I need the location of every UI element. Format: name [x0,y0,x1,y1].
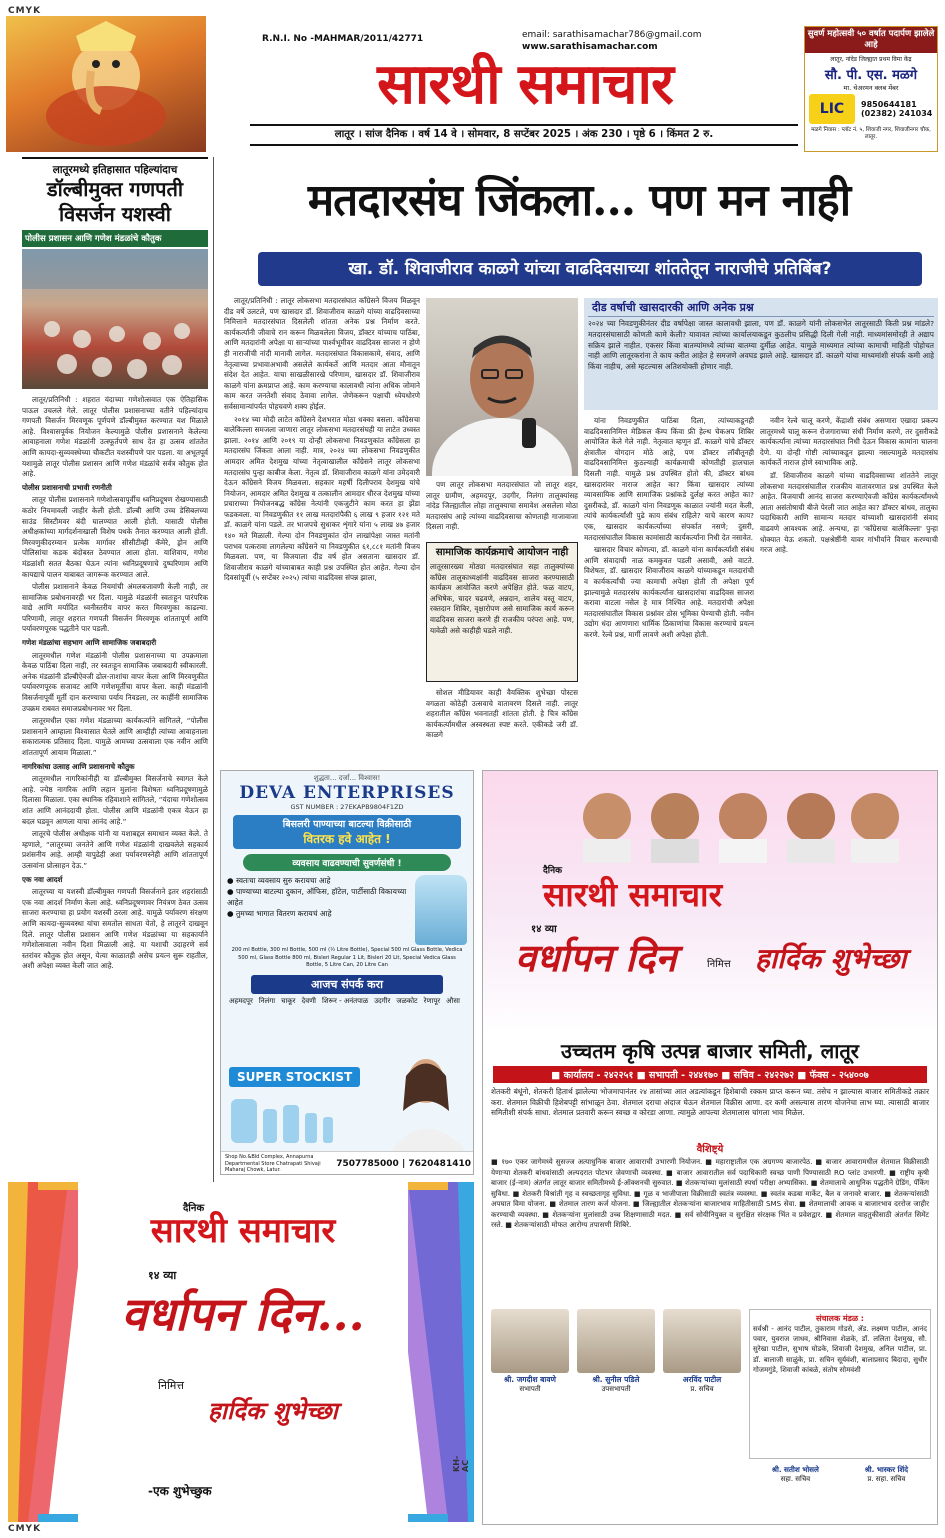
samiti-features-head: वैशिष्ट्ये [696,1144,724,1155]
main-para: यांना निवडणुकीत पाठिंबा दिला, त्यांच्याकडूनही वाढदिवसानिमित्त मेडिकल कॅम्प किंवा फ्री हेल्थ चेकअप शिबिर आयोजित केले गेले नाही. नेतृत्वात म्हणून डॉ. काळगे यांचे डॉक्टर क्षेत्रातील योगदान मोठे आहे, पण डॉक्टर लॉबीतूनही वाढदिवसानिमित्त कुठल्याही कार्यक्रमाची कोणतीही हालचाल दिसली नाही. यामुळे प्रश्न उपस्थित होतो की, डॉक्टर बांधव खासदारांवर नाराज आहेत का? किंवा खासदार त्यांच्या व्यावसायिक आणि सामाजिक प्रश्नांकडे दुर्लक्ष करत आहेत का? दुसरीकडे, डॉ. काळगे यांना निवडणूक काळात ज्यांनी मदत केली, त्यांचे कार्यकर्त्यांशी पुढे काय संबंध राहिले? याचे कारण काय? एक, खासदार कार्यकर्त्यांच्या संपर्कात नसणे; दुसरी, मतदारसंघातील विकास कामांसाठी कार्यकर्त्यांना निधी देत नसावेत. [584,416,754,542]
samiti-nth: १४ व्या [531,924,557,935]
masthead: सारथी समाचार [377,51,673,117]
anniv-code: KH-AC [452,1455,470,1472]
samiti-features: ■ १७० एकर जागेमध्ये सुसज्ज अत्याधुनिक बाजार आवाराची उभारणी नियोजन. ■ महाराष्ट्रातील एक अग्रगण्य बाजारपेठ. ■ बाजार आवारामधील शेतमाल विक्रीसाठी येणाऱ्या शेतकरी बांधवांसाठी अल्पदरात पोटभर जेवणाची व्यवस्था. ■ बाजार आवारातील सर्व पदाधिकारी स्वच्छ पाणी पिण्यासाठी RO प्लांट उभारणी. ■ राष्ट्रीय कृषी बाजार (ई-नाम) अंतर्गत लातूर बाजार समितीमध्ये ई-ऑक्शनची सुरुवात. ■ शेतकऱ्यांच्या मुलांसाठी स्पर्धा परीक्षा अभ्यासिका. ■ शेतमालाचे आधुनिक पद्धतीने ग्रेडिंग, पॅकिंग सुविधा. ■ शेतकरी विश्रांती गृह व स्वच्छतागृह सुविधा. ■ गूळ व भाजीपाला विक्रीसाठी स्वतंत्र व्यवस्था. ■ स्वतंत्र कडबा मार्केट, बैल व जनावरे बाजार. ■ शेतकऱ्यांसाठी अपघात विमा योजना. ■ शेतमाल तारण कर्ज योजना. ■ जिल्ह्यातील शेतकऱ्यांना बाजारभाव माहितीसाठी SMS सेवा. ■ शेतमालाची आवक व बाजारभाव दररोज जाहीर करण्याची व्यवस्था. ■ शेतकऱ्यांना मुलांसाठी उच्च शिक्षणासाठी मदत. ■ सर्व सोयीनियुक्त व सुरक्षित संरक्षक भिंत व प्रवेशद्वार. ■ शेतमाल वाहतुकीसाठी अंतर्गत सिमेंट रस्ते. ■ शेतकऱ्यांसाठी मोफत आरोग्य तपासणी शिबिरे. [491,1157,929,1229]
main-col-3 [584,416,754,758]
model-photo [371,1051,471,1151]
samiti-greeting-panel [483,771,937,1035]
deva-stockist: SUPER STOCKIST [229,1067,360,1087]
deva-town: शिरूर - अनंतपाळ [322,996,369,1005]
official-role: प्र. सचिव [690,1385,714,1393]
staff-name: श्री. भास्कर शिंदे [864,1465,909,1474]
anniv-shubhechha: हार्दिक शुभेच्छा [208,1396,338,1425]
questions-text: २०२४ च्या निवडणुकीनंतर दीड वर्षापेक्षा जास्त कालावधी झाला, पण डॉ. काळगे यांनी लोकसभेत लातूरसाठी किती प्रश्न मांडले? मतदारसंघासाठी कोणती कामे केली? यावावत त्यांच्या कार्यालयाकडून कुठलीच प्रसिद्धी दिली गेली नाही. माध्यमांसमोरही ते अद्याप सक्रिय झाले नाहीत. एकसर किंवा बातम्यांमध्ये त्यांच्या बातम्या दुर्मीळ आहेत. यामुळे माध्यमात त्यांच्या कामाची माहिती पोहोचत नाही आणि लातूरकरांना ते काय करीत आहेत हे समजणे अवघड झाले आहे. खासदार डॉ. काळगे यांचा माध्यमांशी संपर्क कमी आहे किंवा नाहीच, असे म्हटल्यास अतिशयोक्ती होणार नाही. [588,319,934,372]
staff-card [772,1465,819,1484]
board-box [749,1309,931,1459]
left-subhead: पोलीस प्रशासन आणि गणेश मंडळांचे कौतुक [22,230,208,247]
anniv-vardhapan: वर्धापन दिन... [121,1287,365,1341]
left-section-text: पोलीस प्रशासनाने केवळ नियमांची अंमलबजावणी केली नाही, तर सामाजिक प्रबोधनावरही भर दिला. यामुळे मंडळांनी स्वतःहून पारंपरिक वाद्ये आणि मर्यादित ध्वनीस्तरीय वापर करत मिरवणुका काढल्या. परिणामी, लातूर शहरात गणपती विसर्जन मिरवणूक शांततापूर्ण आणि पर्यावरणपूरक पद्धतीने पार पडली. [22,582,208,634]
lic-phone-1: 9850644181 [861,100,917,109]
leaders-photo [575,781,905,863]
official-name: अरविंद पाटील [682,1375,722,1384]
procession-photo [22,249,208,389]
official-name: श्री. जगदीश बावणे [504,1375,556,1384]
samiti-vardhapan: वर्धापन दिन [515,935,677,980]
deva-opportunity: व्यवसाय वाढवण्याची सुवर्णसंधी ! [243,854,451,871]
official-role: उपसभापती [601,1385,631,1393]
samiti-ad [482,770,938,1525]
mp-questions-box [584,298,938,410]
social-box-head: सामाजिक कार्यक्रमाचे आयोजन नाही [435,547,569,558]
lic-ad-name: सौ. पी. एस. मळगे [824,68,918,83]
deva-name: DEVA ENTERPRISES [239,783,455,803]
left-section-text: लातूरमधील एका गणेश मंडळाच्या कार्यकर्त्याने सांगितले, “पोलीस प्रशासनाने आम्हाला विश्वासात घेतले आणि आम्हीही त्यांच्या आवाहनाला सकारात्मक प्रतिसाद दिला. यामुळे आमच्या उत्सवाला एक नवीन आणि शांततापूर्ण आयाम मिळाला.” [22,716,208,757]
main-para: खासदार विचार कोणत्या, डॉ. काळगे यांना कार्यकर्त्यांशी संबंध आणि संवादाची नाळ कमकुवत पडली असावी, असे वाटते. विशेषतः, डॉ. खासदार शिवाजीराव काळगे यांच्याकडून मतदारांची व कार्यकर्त्यांची ज्या कामाची अपेक्षा होती ती अपेक्षा पूर्ण झाल्यामुळे मतदारसंघ कार्यकर्त्यांना खासदारांचा वाढदिवस साजरा करावा वाटला नसेल हे मात्र निश्चित आहे. मतदारांची अपेक्षा मतदारसंघातील विकास प्रश्नांवर ठोस भूमिका घेण्याची होती. नवीन उद्योग धंदा आणणारा धार्मिक ठिकाणांचा विकास करण्याचे प्रयत्न करणे. रेल्वे प्रश्न, मार्गी लावणे अशी अपेक्षा होती. [584,545,754,639]
registration-number: R.N.I. No -MAHMAR/2011/42771 [262,34,424,44]
anniversary-ad [8,1182,474,1522]
deva-town: देवणी [301,996,316,1005]
main-para: २०१४ च्या मोदी लाटेत काँग्रेसने देशभरात मोठा धक्का बसला. काँग्रेसचा बालेकिल्ला समजला जाणारा लातूर लोकसभा मतदारसंघही या लाटेत उध्वस्त झाला. २०१४ आणि २०१९ या दोन्ही लोकसभा निवडणुकांत काँग्रेसला हा मतदारसंघ जिंकता आला नाही. मात्र, २०२४ च्या लोकसभा निवडणुकीत आमदार अमित देशमुख यांच्या नेतृत्वाखालील काँग्रेसने लातूर लोकसभा मतदारसंघ पुन्हा काबीज केला. नेतृत्व डॉ. शिवाजीराव काळगे यांना उमेदवारी देऊन काँग्रेसने विजय मिळवला. सहकार महर्षी दिलीपराव देशमुख यांचे नियोजन, आमदार अमित देशमुख व तत्कालीन आमदार धीरज देशमुख यांच्या प्रचाराच्या नियोजनबद्ध काँग्रेस नेत्यांनी एकजुटीने काम करत हा झेंडा फडकवला. या निवडणुकीत ११ लाख मतदारांपैकी ६ लाख ९ हजार १२१ मते डॉ. काळगे यांना पडले. तर भाजपचे सुधाकर शृंगारे यांना ५ लाख ४७ हजार १४० मते मिळाली. गेल्या दोन निवडणुकांत दोन लाखांपेक्षा जास्त मतांनी पराभव पत्करावा लागलेल्या काँग्रेसने या निवडणुकीत ६१,८८१ मतांनी विजय मिळवला. पण, या विजयाला दीड वर्ष होत असताना खासदार डॉ. शिवाजीराव काळगे यांच्याबाबत काही प्रश्न उपस्थित होत आहेत. गेल्या दोन दिवसांपूर्वी (५ सप्टेंबर २०२५) त्यांचा वाढदिवस संपन्न झाला, [224,414,420,583]
anniv-nth: १४ व्या [148,1269,177,1282]
anniv-paper: सारथी समाचार [150,1211,336,1251]
left-section-text: लातूरमधील नागरिकांनीही या डॉल्बीमुक्त विसर्जनाचे स्वागत केले आहे. ज्येष्ठ नागरिक आणि लहान मुलांना विशेषतः ध्वनिप्रदूषणामुळे दिलासा मिळाला. एका स्थानिक रहिवाशाने सांगितले, “यंदाचा गणेशोत्सव शांत आणि आनंददायी होता. पोलीस आणि मंडळांनी एकत्र येऊन हा बदल घडवून आणला याचा आनंद आहे.” [22,774,208,826]
official-card [491,1309,569,1394]
anniv-nimitta: निमित्त [158,1379,184,1392]
bottle-group-icon [227,1089,357,1145]
left-section-head: एक नवा आदर्श [22,874,63,884]
lic-logo: LIC [809,94,855,124]
left-section-text: लातूरच्या या यशस्वी डॉल्बीमुक्त गणपती विसर्जनाने इतर शहरांसाठी एक नवा आदर्श निर्माण केला आहे. ध्वनिप्रदूषणावर नियंत्रण ठेवत उत्सव साजरा करण्याचा हा प्रयोग यशस्वी ठरला आहे. यामुळे पर्यावरण संरक्षण आणि कायदा-सुव्यवस्था यांचा समतोल साधता येतो, हे लातूरने दाखवून दिले. लातूर पोलीस प्रशासन आणि गणेश मंडळांच्या या सहकार्याने गणेशोत्सवाला नवीन दिशा मिळाली आहे. या यशाची उदाहरणे सर्व स्तरांवर कौतुक होत असून, येत्या काळातही असेच प्रयत्न सुरू राहतील, अशी अपेक्षा व्यक्त केली जात आहे. [22,887,208,971]
anniv-daily: दैनिक [183,1203,205,1214]
lic-ad-sub: लातूर, नांदेड जिल्ह्यात प्रथम विमा केंद्र [830,56,912,63]
samiti-paper-name: सारथी समाचार [543,875,723,914]
left-section-head: नागरिकांचा उत्साह आणि प्रशासनाचे कौतुक [22,761,135,771]
social-box-text: लातूरसारख्या मोठ्या मतदारसंघात सहा तालुक्यांच्या काँग्रेस तालुकाध्यक्षांनी वाढदिवस साजरा करण्यासाठी कार्यक्रम आयोजित करणे अपेक्षित होते. फळ वाटप, अभिषेक, चादर चढवणे, अन्नदान, शालेय वस्तू वाटप, रक्तदान शिबिर, वृक्षारोपण असे सामाजिक कार्य करून वाढदिवस साजरा करणे ही राजकीय परंपरा आहे. पण, यावेळी असे काहीही घडले नाही. [430,562,574,635]
left-story-body [22,395,208,1185]
deva-gst: GST NUMBER : 27EKAPB9804F1ZD [290,803,404,811]
main-headline: मतदारसंघ जिंकला... पण मन नाही [307,175,851,226]
dateline: लातूर । सांज दैनिक । वर्ष 14 वे । सोमवार, 8 सप्टेंबर 2025 । अंक 230 । पृष्ठे 6 । किंमत 2 रु. [250,124,798,146]
social-box [426,542,578,682]
main-para: सोशल मीडियावर काही वैयक्तिक शुभेच्छा पोस्टस वगळता कोठेही उत्सवाचे वातावरण दिसले नाही. लातूर शहरातील कॉंग्रेस भवनातही शांतता होती. हे चित्र काँग्रेस कार्यकर्त्यांमधील अस्वस्थता स्पष्ट करते. एकीकडे जरी डॉ. काळगे [426,688,578,740]
official-photo [663,1309,741,1373]
deva-address: Shop No.&Bld Complex, Annapurna Departmental Store Chatrapati Shivaji Maharaj Chowk, Latur. [225,1154,321,1174]
ganesh-photo [6,16,206,152]
official-card [577,1309,655,1394]
deva-phone-2: 7620481410 [408,1159,471,1169]
deva-banner-1: बिसलरी पाण्याच्या बाटल्या विक्रीसाठी [282,819,412,830]
main-col-4 [760,416,938,758]
deva-town: रेणापूर [423,996,441,1005]
anniv-from: -एक शुभेच्छुक [148,1484,212,1498]
deva-town: उदगीर [374,996,391,1005]
samiti-intro: शेतकरी बंधूंनो, शेतकरी हितार्थ झालेल्या भोजमापानंतर २४ तासांच्या आत अडत्यांकडून हिशेबाची रक्कम प्राप्त करून घ्या. तसेच न झाल्यास बाजार समितीकडे तक्रार करा. शेतमाल विक्रीची हिशेबपट्टी सांभाळून ठेवा. शेतमाल दराचा अंदाज घेऊन शेतमाल विक्रीस आणा. दर कमी असल्यास तारण योजनेचा लाभ घ्या. त्यासाठी बाजार समितीशी संपर्क साधा. शेतमाल प्रतवारी करून स्वच्छ व कोरडा आणा. त्यामुळे आपल्या शेतमालास चांगला भाव मिळेल. [491,1087,929,1117]
mp-photo [426,298,578,476]
deva-town: चाकूर [281,996,296,1005]
lic-ad-title: सुवर्ण महोत्सवी ५० वर्षात पदार्पण झालेले आहे [805,27,937,53]
column-rule [213,157,214,1182]
main-para: नवीन रेल्वे चालू करणे, केंद्राशी संबंध असणारा एखादा प्रकल्प लातूरमध्ये चालू करून रोजगाराच्या संधी निर्माण करणे, तर दुसरीकडे कार्यकर्त्यांना त्यांच्या मतदारसंघात निधी देऊन विकास कामांना चालना देणे. या दोन्ही गोष्टी त्यांच्याकडून झाल्या नसल्यामुळे मतदारसंघ कार्यकर्ते नाराज होणे स्वाभाविक आहे. [760,416,938,468]
website-line: www.sarathisamachar.com [522,42,658,52]
left-section-text: लातूरमधील गणेश मंडळांनी पोलीस प्रशासनाच्या या उपक्रमाला केवळ पाठिंबा दिला नाही, तर स्वतःहून सामाजिक जबाबदारी स्वीकारली. अनेक मंडळांनी डॉल्बीऐवजी ढोल-ताशांचा वापर केला आणि मिरवणुकीत पर्यावरणपूरक सजावट आणि गणेशमूर्तीचा वापर केला. काही मंडळांनी विसर्जनापूर्वी मूर्ती दान करण्याचा पर्याय निवडला, तर काहींनी सामाजिक उपक्रम राबवत समाजप्रबोधनावर भर दिला. [22,650,208,713]
deva-town: अहमदपूर [229,996,253,1005]
left-section-text: लातूर पोलीस प्रशासनाने गणेशोत्सवापूर्वीच ध्वनिप्रदूषण रोखण्यासाठी कठोर नियमावली जाहीर केली होती. डॉल्बी आणि उच्च डेसिबलच्या साउंड सिस्टीमवर बंदी घालण्यात आली होती. यासाठी पोलीस अधीक्षकांच्या मार्गदर्शनाखाली विशेष पथके तैनात करण्यात आली होती. मिरवणुकीदरम्यान प्रत्येक मार्गावर सीसीटीव्ही कॅमेरे, ड्रोन आणि पोलिसांचा कडक बंदोबस्त ठेवण्यात आला होता. याशिवाय, गणेश मंडळांशी सतत बैठका घेऊन त्यांना ध्वनिप्रदूषणाचे दुष्परिणाम आणि कायद्याचे पालन याबाबत जागरूक करण्यात आले. [22,495,208,579]
cmyk-mark-top-left: CMYK [8,6,42,16]
left-story [22,157,208,1185]
main-para: डॉ. शिवाजीराव काळगे यांच्या वाढदिवसाच्या शांततेने लातूर लोकसभा मतदारसंघातील राजकीय वातावरणात प्रश्न उपस्थित केले आहेत. विजयाची आनंद साजरा करण्याऐवजी काँग्रेस कार्यकर्त्यांमध्ये आता असंतोषाची बीजे पेरली जात आहेत का? डॉक्टर बांधव, तालुका पदाधिकारी आणि सामान्य मतदार यांच्याशी खासदारांनी संवाद वाढवणे आवश्यक आहे. अन्यथा, हा 'काँग्रेसचा बालेकिल्ला' पुन्हा धोक्यात येऊ शकतो. पक्षश्रेष्ठींनी यावर गांभीर्याने विचार करण्याची गरज आहे. [760,470,938,555]
deva-ad: शुद्धता... दर्जा... विश्वास! DEVA ENTERPRISES GST NUMBER : 27EKAPB9804F1ZD बिसलरी पाण्याच्या बाटल्या विक्रीसाठी वितरक हवे आहेत ! व्यवसाय वाढवण्याची सुवर्णसंधी ! ● स्वतःचा व्यवसाय सुरु करायचा आहे ● पाण्याच्या बाटल्या दुकान, ऑफिस, हॉटेल, पार्टीसाठी विकायच्या आहेत ● तुमच्या भागात वितरण करायचं आहे 200 ml Bottle, 300 ml Bottle, 500 ml (½ Litre Bottle), Special 500 ml Glass Bottle, Vedica 500 ml, Glass Bottle 800 ml, Bisleri Regular 1 Lit, Bisleri 20 Lit, Special Vedica Glass Bottle, 5 Litre Can, 20 Litre Can आजच संपर्क करा अहमदपूर निलंगा चाकूर देवणी शिरूर - अनंतपाळ उदगीर जळकोट रेणापूर औसा SUPER STOCKIST Shop No.&Bld Complex, Annapurna Departmental Store Chatrapati Shivaji Maharaj Chowk, Latur. 7507785000 | 7620481410 [220,770,474,1175]
deva-town: औसा [446,996,460,1005]
samiti-phones: ■ कार्यालय - २४२२५१ ■ सभापती - २४४१७० ■ सचिव - २४२२७२ ■ फॅक्स - २५४००७ [493,1066,927,1083]
main-deck: खा. डॉ. शिवाजीराव काळगे यांच्या वाढदिवसाच्या शांततेतून नाराजीचे प्रतिबिंब? [258,252,922,286]
main-col-2 [426,480,578,536]
lic-ad-role: मा. चेअरमन क्लब मेंबर [843,84,899,92]
left-kicker: लातूरमध्ये इतिहासात पहिल्यांदाच [52,164,178,176]
staff-role: सहा. सचिव [780,1475,811,1483]
deva-sizes: 200 ml Bottle, 300 ml Bottle, 500 ml (½ Litre Bottle), Special 500 ml Glass Bottle, Vedica 500 ml, Glass Bottle 800 ml, Bisleri Regular 1 Lit, Bisleri 20 Lit, Special Vedica Glass Bottle, 5 Litre Can, 20 Litre Can [231,947,463,968]
samiti-daily: दैनिक [543,866,563,876]
official-photo [577,1309,655,1373]
left-section-head: पोलीस प्रशासनाची प्रभावी रणनीती [22,482,112,492]
deva-town: निलंगा [258,996,276,1005]
official-role: सभापती [519,1385,541,1393]
left-para: लातूर/प्रतिनिधी : शहरात यंदाच्या गणेशोत्सवात एक ऐतिहासिक पाऊल उचलले गेले. लातूर पोलीस प्रशासनाच्या वतीने पहिल्यांदाच गणपती विसर्जन मिरवणूक पूर्णपणे डॉल्बीमुक्त करण्यात यश मिळाले आहे. विश्वासपूर्वक नियोजन केल्यामुळे पोलीस प्रशासनाने केलेल्या आवाहनाला गणेश मंडळांनी उत्स्फूर्तपणे साथ देत हा उत्सव शांततेत आणि कायदा-सुव्यवस्थेच्या चौकटीत यशस्वीपणे पार पडला. या अभूतपूर्व यशामुळे लातूर पोलीस प्रशासन आणि गणेश मंडळांचे सर्वत्र कौतुक होत आहे. [22,395,208,479]
deva-banner-2: वितरक हवे आहेत ! [303,832,391,846]
cmyk-mark-bottom-left: CMYK [8,1524,42,1534]
lic-address: मळगे निवास : प्लॉट नं. ५, शिवाजी नगर, शिवाजीनगर चौक, लातूर. [811,127,931,140]
official-card [663,1309,741,1394]
questions-head: दीड वर्षाची खासदारकी आणि अनेक प्रश्न [588,300,934,317]
main-col-2b [426,688,578,758]
official-name: श्री. सुनील पडिले [592,1375,640,1384]
lic-phone-2: (02382) 241034 [861,109,933,118]
left-section-text: लातूरचे पोलीस अधीक्षक यांनी या यशाबद्दल समाधान व्यक्त केले. ते म्हणाले, “लातूरच्या जनतेने आणि गणेश मंडळांनी दाखवलेले सहकार्य प्रशंसनीय आहे. आम्ही यापुढेही अशा पर्यावरणस्नेही आणि शांततापूर्ण उत्सवांना प्रोत्साहन देऊ.” [22,829,208,870]
staff-card [865,1465,908,1484]
main-para: पण लातूर लोकसभा मतदारसंघात जो लातूर शहर, लातूर ग्रामीण, अहमदपूर, उदगीर, निलंगा तालुक्यांसह नांदेड जिल्ह्यातील लोहा तालुक्याचा समावेश असलेला मोठा मतदारसंघ आहे त्यांच्या वाढदिवसाचा कोणताही गाजावाजा दिसला नाही. [426,480,578,532]
main-para: लातूर/प्रतिनिधी : लातूर लोकसभा मतदारसंघात काँग्रेसने विजय मिळवून दीड वर्षे उलटले, पण खासदार डॉ. शिवाजीराव काळगे यांच्या वाढदिवसाच्या निमित्ताने मतदारसंघात दिसलेली शांतता अनेक प्रश्न निर्माण करते. कार्यकर्त्यांनी जीवाचे रान करून मिळवलेला विजय, डॉक्टर यांच्याच पाठिंबा, आणि मतदारांनी अपेक्षा या सार्‍यांच्या पार्श्वभूमीवर वाढदिवस साजरा न होणे ही नाराजीची नांदी मानावी लागेल. मतदारसंघात विकासकामे, संवाद, आणि नेतृत्वाच्या प्रभावाअभावी असलेले कार्यकर्ते आणि मतदार आता मौनातून संदेश देत आहेत. याचा साखळीसारखे परिणाम, खासदार डॉ. शिवाजीराव काळगे यांना क्रमप्राप्त आहे. काम करण्याचा कालावधी त्यांना अधिक जोमाने काम करत जनतेशी संवाद ठेवावा लागेल. जेणेकरून पक्षाची ध्येयधोरणे सर्वसामान्यांपर्यंत पोहचवणे शक्य होईल. [224,296,420,411]
staff-name: श्री. सतीश भोसले [771,1465,819,1474]
water-bottle-icon [415,875,467,945]
left-section-head: गणेश मंडळांचा सहभाग आणि सामाजिक जबाबदारी [22,638,157,648]
deva-bullet: ● पाण्याच्या बाटल्या दुकान, ऑफिस, हॉटेल, पार्टीसाठी विकायच्या आहेत [227,887,407,907]
deva-phone-1: 7507785000 [336,1159,399,1169]
samiti-nimitta: निमित्त [707,959,731,970]
deva-top-line: शुद्धता... दर्जा... विश्वास! [313,774,381,782]
deva-town: जळकोट [396,996,418,1005]
email-line: email: sarathisamachar786@gmail.com [522,30,702,40]
main-col-1 [224,296,420,756]
deva-bullet: ● स्वतःचा व्यवसाय सुरु करायचा आहे [227,876,331,885]
deva-contact-head: आजच संपर्क करा [251,975,443,994]
samiti-shubhechha: हार्दिक शुभेच्छा [755,942,907,975]
samiti-org: उच्चतम कृषि उत्पन्न बाजार समिती, लातूर [561,1039,859,1063]
board-head: संचालक मंडळ : [815,1314,865,1323]
board-list: सर्वश्री - आनंद पाटील, तुकाराम गोडसे, ॲड. लक्ष्मण पाटील, आनंद पवार, युवराज जाधव, श्रीनिवास शेळके, डॉ. ललिता देशमुख, सौ. सुरेखा पाटील, सुभाष घोडके, शिवाजी देशमुख, अनिल पाटील, प्रा. डॉ. बालाजी साळुंके, प्रा. सचिन सूर्यवंशी, बालाप्रसाद बिदादा, सुधीर गोजमगुंडे, शिवाजी कांबळे, संतोष सोमवंशी [753,1325,927,1374]
left-headline: डॉल्बीमुक्त गणपती विसर्जन यशस्वी [46,177,184,226]
staff-role: प्र. सहा. सचिव [867,1475,906,1483]
deva-bullet: ● तुमच्या भागात वितरण करायचं आहे [227,909,332,918]
lic-ad [804,26,938,152]
official-photo [491,1309,569,1373]
